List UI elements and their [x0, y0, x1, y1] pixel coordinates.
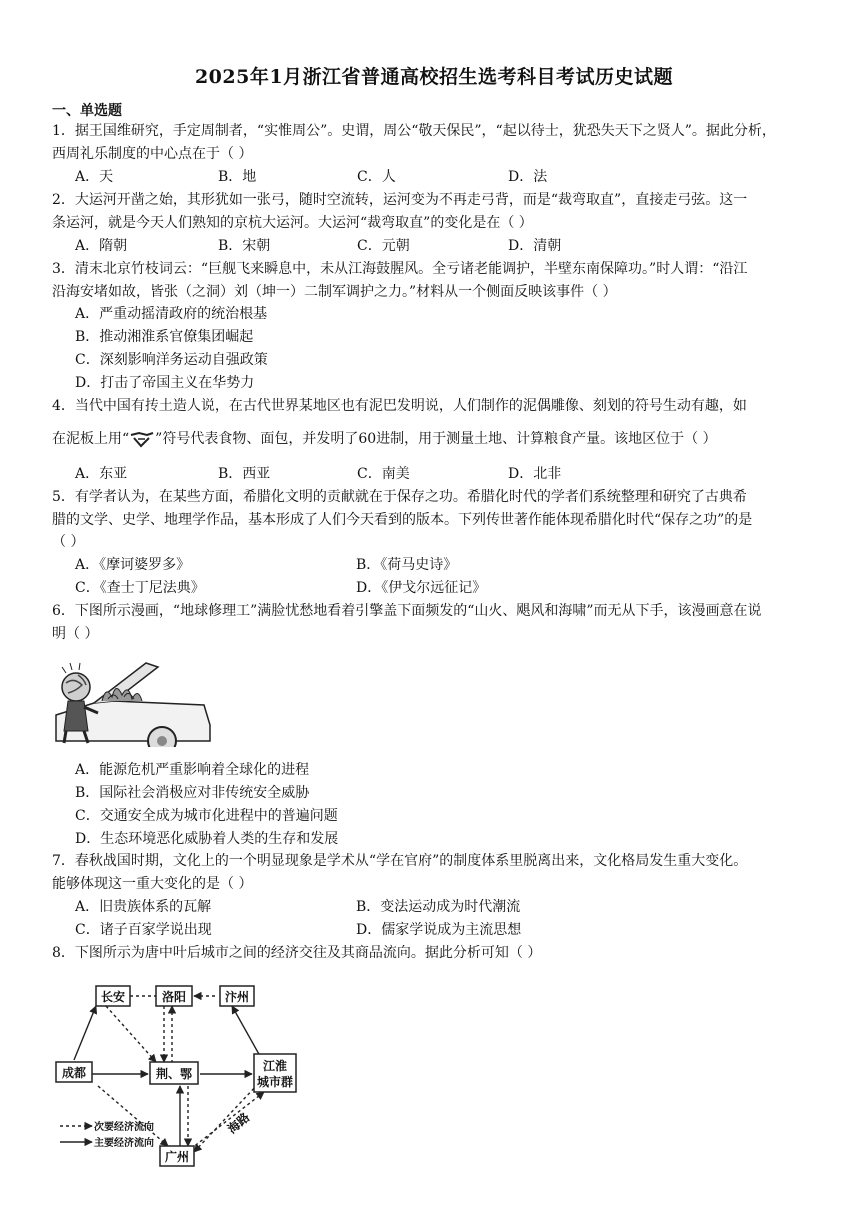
page-title: 2025年1月浙江省普通高校招生选考科目考试历史试题: [194, 66, 674, 88]
q7-option-b[interactable]: B．变法运动成为时代潮流: [356, 899, 521, 915]
sea-route-label: 海路: [224, 1110, 253, 1137]
q2-line-2: 条运河，就是今天人们熟知的京杭大运河。大运河“裁弯取直”的变化是在（ ）: [52, 215, 533, 231]
q2-option-c[interactable]: C．元朝: [357, 238, 410, 254]
earth-repairman-cartoon: [54, 655, 212, 747]
q8-line-1: 8．下图所示为唐中叶后城市之间的经济交往及其商品流向。据此分析可知（ ）: [52, 945, 542, 961]
q2-line-1: 2．大运河开凿之始，其形犹如一张弓，随时空流转，运河变为不再走弓背，而是“裁弯取直”，直接走弓弦。这一: [52, 192, 748, 208]
q1-option-c[interactable]: C．人: [357, 169, 396, 185]
q5-line-2: 腊的文学、史学、地理学作品，基本形成了人们今天看到的版本。下列传世著作能体现希腊化时代“保存之功”的是: [52, 512, 753, 528]
q6-option-a[interactable]: A．能源危机严重影响着全球化的进程: [75, 762, 310, 778]
q3-line-2: 沿海安堵如故，皆张（之洞）刘（坤一）二制军调护之力。”材料从一个侧面反映该事件（ ）: [52, 284, 617, 300]
q2-option-b[interactable]: B．宋朝: [218, 238, 271, 254]
section-heading: 一、单选题: [52, 103, 122, 119]
q5-line-1: 5．有学者认为，在某些方面，希腊化文明的贡献就在于保存之功。希腊化时代的学者们系统整理和研究了古典希: [52, 489, 747, 505]
q3-option-c[interactable]: C．深刻影响洋务运动自强政策: [75, 352, 268, 368]
q4-line-2-end: ”符号代表食物、面包，并发明了60进制，用于测量土地、计算粮食产量。该地区位于（ ）: [155, 431, 717, 447]
q3-option-d[interactable]: D．打击了帝国主义在华势力: [75, 375, 255, 391]
q4-line-2: [52, 428, 717, 450]
q7-option-c[interactable]: C．诸子百家学说出现: [75, 922, 212, 938]
q7-option-d[interactable]: D．儒家学说成为主流思想: [356, 922, 522, 938]
q4-line-2-start: 在泥板上用“: [52, 431, 130, 447]
q1-option-d[interactable]: D．法: [508, 169, 548, 185]
q6-option-b[interactable]: B．国际社会消极应对非传统安全威胁: [75, 785, 310, 801]
city-bianzhou: 汴州: [224, 990, 250, 1004]
q3-option-b[interactable]: B．推动湘淮系官僚集团崛起: [75, 329, 254, 345]
q7-option-a[interactable]: A．旧贵族体系的瓦解: [75, 899, 212, 915]
city-jianghuai: 江淮: [262, 1059, 288, 1073]
q7-line-1: 7．春秋战国时期，文化上的一个明显现象是学术从“学在官府”的制度体系里脱离出来，文化格局发生重大变化。: [52, 853, 748, 869]
q3-line-1: 3．清末北京竹枝词云：“巨舰飞来瞬息中，未从江海鼓腥风。全亏诸老能调护，半壁东南保障功。”时人谓：“沿江: [52, 261, 748, 277]
q4-line-1: 4．当代中国有抟土造人说，在古代世界某地区也有泥巴发明说，人们制作的泥偶雕像、刻划的符号生动有趣，如: [52, 398, 747, 414]
q2-option-d[interactable]: D．清朝: [508, 238, 562, 254]
q5-option-a[interactable]: A．《摩诃婆罗多》: [75, 557, 191, 573]
q6-line-2: 明（ ）: [52, 626, 99, 642]
q5-option-c[interactable]: C．《查士丁尼法典》: [75, 580, 205, 596]
q1-line-2: 西周礼乐制度的中心点在于（ ）: [52, 146, 253, 162]
city-jing-e: 荆、鄂: [155, 1067, 193, 1081]
q1-option-b[interactable]: B．地: [218, 169, 257, 185]
city-changan: 长安: [100, 990, 126, 1004]
q5-line-3: （ ）: [52, 534, 85, 550]
cuneiform-symbol-icon: [129, 430, 155, 448]
q7-line-2: 能够体现这一重大变化的是（ ）: [52, 876, 253, 892]
q6-line-1: 6．下图所示漫画，“地球修理工”满脸忧愁地看着引擎盖下面频发的“山火、飓风和海啸”而无从下手，该漫画意在说: [52, 603, 762, 619]
city-chengdu: 成都: [61, 1066, 87, 1080]
q1-option-a[interactable]: A．天: [75, 169, 114, 185]
q2-option-a[interactable]: A．隋朝: [75, 238, 128, 254]
q5-option-b[interactable]: B．《荷马史诗》: [356, 557, 458, 573]
tang-economic-flow-diagram: [52, 966, 302, 1168]
legend-primary: 主要经济流向: [94, 1138, 154, 1149]
q4-option-d[interactable]: D．北非: [508, 466, 562, 482]
q3-option-a[interactable]: A．严重动摇清政府的统治根基: [75, 306, 268, 322]
q4-option-a[interactable]: A．东亚: [75, 466, 128, 482]
q6-option-d[interactable]: D．生态环境恶化威胁着人类的生存和发展: [75, 831, 339, 847]
q5-option-d[interactable]: D．《伊戈尔远征记》: [356, 580, 487, 596]
city-guangzhou: 广州: [164, 1150, 190, 1164]
city-cluster: 城市群: [256, 1075, 294, 1089]
q6-option-c[interactable]: C．交通安全成为城市化进程中的普遍问题: [75, 808, 338, 824]
legend-secondary: 次要经济流向: [94, 1122, 154, 1133]
q1-line-1: 1．据王国维研究，手定周制者，“实惟周公”。史谓，周公“敬天保民”，“起以待士，犹恐失天下之贤人”。据此分析，: [52, 123, 776, 139]
q4-option-b[interactable]: B．西亚: [218, 466, 271, 482]
q4-option-c[interactable]: C．南美: [357, 466, 410, 482]
city-luoyang: 洛阳: [161, 990, 187, 1004]
